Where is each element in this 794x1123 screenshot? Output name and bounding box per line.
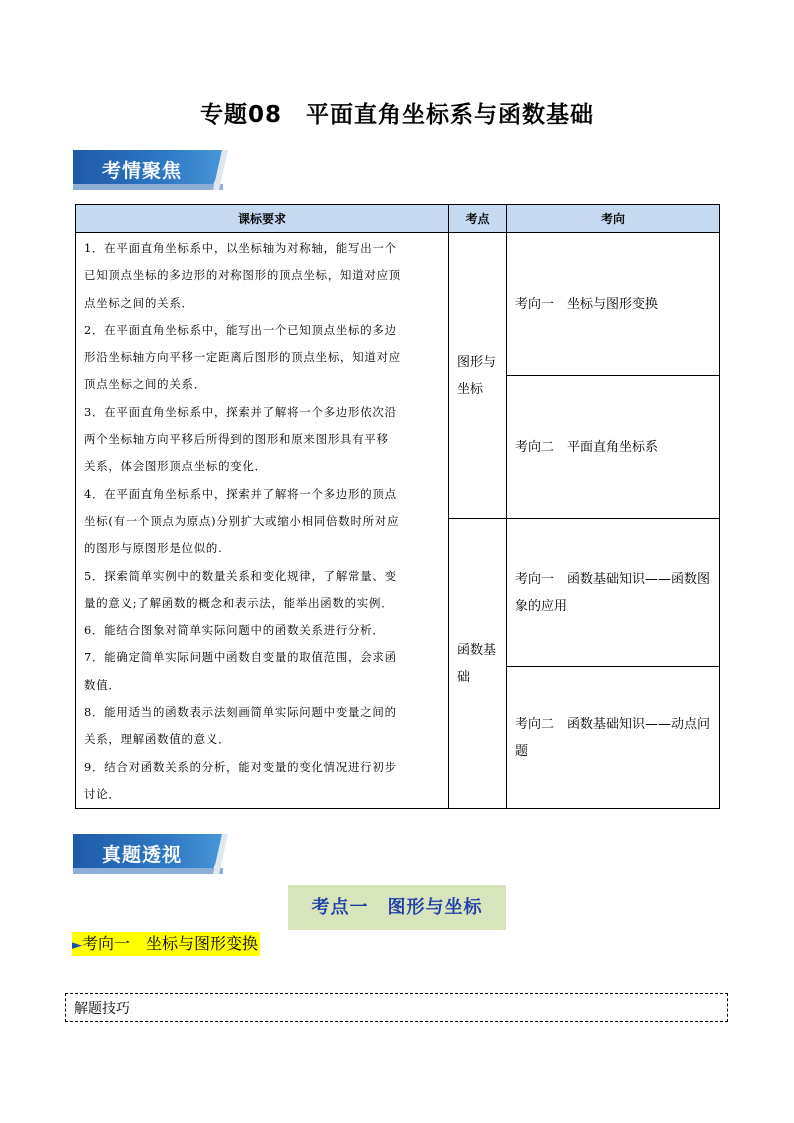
section-banner-exam-view (73, 834, 228, 874)
requirement-line: 3．在平面直角坐标系中，探索并了解将一个多边形依次沿 (84, 404, 397, 419)
tips-box (65, 993, 728, 1022)
requirement-line: 4．在平面直角坐标系中，探索并了解将一个多边形的顶点 (84, 486, 397, 501)
topic-label: 图形与坐标 (457, 354, 497, 397)
requirement-line: 关系，理解函数值的意义． (84, 732, 231, 747)
requirement-line: 形沿坐标轴方向平移一定距离后图形的顶点坐标，知道对应 (84, 350, 401, 365)
requirement-line: 1．在平面直角坐标系中，以坐标轴为对称轴，能写出一个 (84, 241, 397, 255)
kaodian-heading: 考点一 图形与坐标 (288, 885, 506, 930)
requirement-line: 已知顶点坐标的多边形的对称图形的顶点坐标，知道对应顶 (84, 268, 401, 283)
topic-cell (449, 519, 507, 809)
requirement-line: 2．在平面直角坐标系中，能写出一个已知顶点坐标的多边 (84, 322, 397, 337)
direction-label: 考向一 坐标与图形变换 (515, 296, 659, 312)
direction-label: 考向二 平面直角坐标系 (515, 439, 659, 455)
requirement-line: 数值． (84, 677, 121, 692)
direction-tag-label: 考向一 坐标与图形变换 (82, 934, 259, 953)
requirement-line: 8．能用适当的函数表示法刻画简单实际问题中变量之间的 (84, 705, 397, 720)
direction-tag (72, 932, 260, 956)
topic-label: 函数基础 (457, 642, 497, 685)
topic-cell (449, 233, 507, 519)
requirement-line: 点坐标之间的关系． (84, 295, 194, 310)
direction-cell (507, 667, 720, 809)
banner-underline (73, 184, 223, 190)
requirement-line: 6．能结合图象对简单实际问题中的函数关系进行分析． (84, 623, 385, 638)
header-direction: 考向 (507, 205, 720, 233)
requirement-line: 坐标(有一个顶点为原点)分别扩大或缩小相同倍数时所对应 (84, 513, 400, 528)
requirements-table (75, 204, 720, 809)
banner-underline (73, 868, 223, 874)
requirement-line: 顶点坐标之间的关系． (84, 377, 206, 392)
direction-label: 考向一 函数基础知识——函数图象的应用 (515, 571, 711, 614)
requirement-line: 的图形与原图形是位似的. (84, 541, 223, 556)
banner-label: 考情聚焦 (101, 160, 182, 182)
triangle-arrow-icon: ► (72, 938, 82, 953)
direction-cell (507, 376, 720, 519)
direction-cell (507, 233, 720, 376)
header-topic: 考点 (449, 205, 507, 233)
requirements-cell (76, 233, 449, 809)
header-requirements: 课标要求 (76, 205, 449, 233)
tips-label: 解题技巧 (74, 1001, 130, 1017)
requirement-line: 7．能确定简单实际问题中函数自变量的取值范围，会求函 (84, 650, 397, 665)
requirement-line: 量的意义;了解函数的概念和表示法，能举出函数的实例． (84, 595, 394, 610)
section-banner-focus (73, 150, 228, 190)
banner-label: 真题透视 (101, 844, 182, 866)
requirement-line: 9．结合对函数关系的分析，能对变量的变化情况进行初步 (84, 759, 397, 774)
table-row (76, 233, 720, 376)
direction-cell (507, 519, 720, 667)
direction-label: 考向二 函数基础知识——动点问题 (515, 716, 711, 759)
requirement-line: 两个坐标轴方向平移后所得到的图形和原来图形具有平移 (84, 432, 389, 447)
requirement-line: 讨论． (84, 786, 121, 801)
requirement-line: 关系，体会图形顶点坐标的变化． (84, 459, 267, 474)
table-header-row (76, 205, 720, 233)
document-title: 专题08 平面直角坐标系与函数基础 (199, 102, 594, 128)
requirement-line: 5．探索简单实例中的数量关系和变化规律，了解常量、变 (84, 568, 397, 583)
